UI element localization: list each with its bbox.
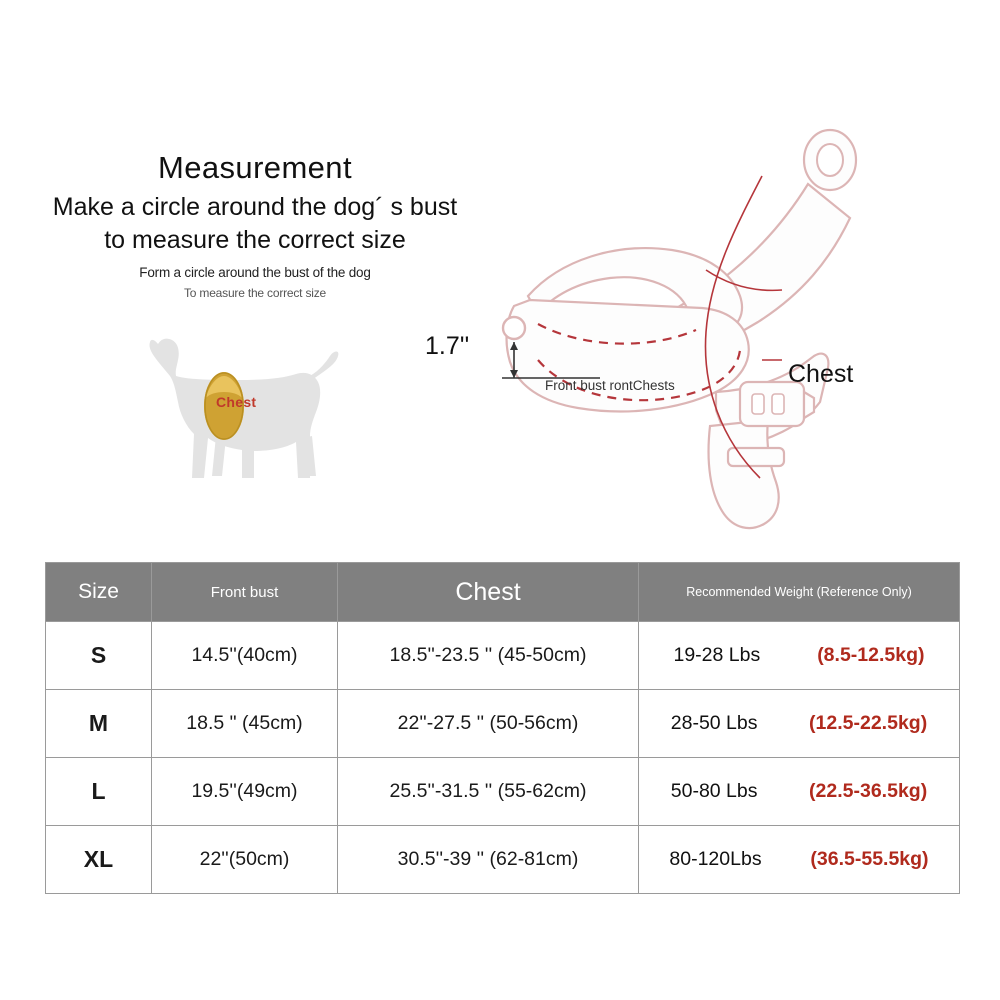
cell-weight-lbs: 19-28 Lbs bbox=[673, 644, 761, 666]
front-bust-dimension-label: 1.7'' bbox=[425, 332, 470, 360]
header-size: Size bbox=[46, 563, 152, 622]
cell-front-bust: 18.5 " (45cm) bbox=[152, 690, 338, 758]
cell-weight-kg: (36.5-55.5kg) bbox=[810, 848, 929, 870]
cell-weight bbox=[639, 826, 960, 894]
cell-chest: 25.5''-31.5 '' (55-62cm) bbox=[338, 758, 639, 826]
cell-weight bbox=[639, 622, 960, 690]
size-chart-table bbox=[45, 562, 960, 894]
dog-silhouette-group bbox=[120, 318, 360, 518]
header-weight: Recommended Weight (Reference Only) bbox=[639, 563, 960, 622]
cell-chest: 30.5''-39 '' (62-81cm) bbox=[338, 826, 639, 894]
cell-size: L bbox=[46, 758, 152, 826]
cell-chest: 22''-27.5 '' (50-56cm) bbox=[338, 690, 639, 758]
measurement-subtitle-line1: Make a circle around the dog´ s bust bbox=[52, 192, 458, 221]
cell-chest: 18.5''-23.5 '' (45-50cm) bbox=[338, 622, 639, 690]
cell-weight-kg: (22.5-36.5kg) bbox=[809, 780, 928, 802]
measurement-title: Measurement bbox=[158, 150, 352, 185]
table-header-row bbox=[46, 563, 960, 622]
cell-front-bust: 14.5''(40cm) bbox=[152, 622, 338, 690]
cell-size: S bbox=[46, 622, 152, 690]
cell-weight-lbs: 50-80 Lbs bbox=[670, 780, 758, 802]
harness-chest-label: Chest bbox=[788, 360, 854, 388]
table-row bbox=[46, 826, 960, 894]
cell-weight-lbs: 28-50 Lbs bbox=[670, 712, 758, 734]
table-row bbox=[46, 690, 960, 758]
measurement-small-line2: To measure the correct size bbox=[184, 285, 326, 300]
measurement-small-line1: Form a circle around the bust of the dog bbox=[139, 264, 371, 280]
harness-illustration-group bbox=[410, 110, 990, 540]
header-front-bust: Front bust bbox=[152, 563, 338, 622]
dog-chest-label: Chest bbox=[216, 394, 257, 410]
cell-size: M bbox=[46, 690, 152, 758]
dog-silhouette-icon bbox=[120, 318, 360, 518]
cell-weight bbox=[639, 690, 960, 758]
cell-weight bbox=[639, 758, 960, 826]
harness-outline-icon bbox=[410, 110, 990, 540]
cell-front-bust: 19.5''(49cm) bbox=[152, 758, 338, 826]
harness-front-bust-label: Front bust rontChests bbox=[545, 378, 675, 393]
cell-weight-kg: (12.5-22.5kg) bbox=[809, 712, 928, 734]
header-chest: Chest bbox=[338, 563, 639, 622]
table-row bbox=[46, 622, 960, 690]
cell-weight-lbs: 80-120Lbs bbox=[669, 848, 762, 870]
cell-weight-kg: (8.5-12.5kg) bbox=[817, 644, 925, 666]
cell-size: XL bbox=[46, 826, 152, 894]
measurement-subtitle-line2: to measure the correct size bbox=[104, 226, 406, 255]
cell-front-bust: 22''(50cm) bbox=[152, 826, 338, 894]
table-row bbox=[46, 758, 960, 826]
